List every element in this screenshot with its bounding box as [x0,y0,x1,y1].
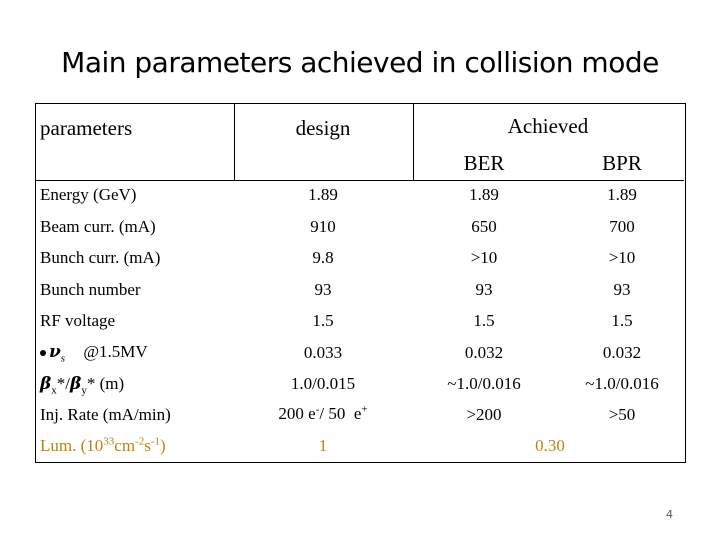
design-value: 9.8 [312,248,334,267]
achieved-value: 0.30 [535,436,565,455]
row-label-bunch-current: Bunch curr. (mA) [40,248,161,267]
column-divider-2 [413,103,414,180]
header-bpr: BPR [602,151,642,175]
bpr-value: 1.5 [611,311,633,330]
bpr-value: ~1.0/0.016 [585,374,659,393]
design-value: 0.033 [303,343,343,362]
ber-value: 93 [475,280,493,299]
header-achieved: Achieved [507,114,589,138]
design-value: 1.0/0.015 [290,374,356,393]
header-ber: BER [463,151,505,175]
row-label-energy: Energy (GeV) [40,185,137,204]
design-value: 1.89 [308,185,338,204]
row-label-synchrotron-tune: $\nu_s$ @1.5MV [40,342,148,362]
slide-title: Main parameters achieved in collision mode [61,46,659,79]
header-divider [35,180,684,181]
header-parameters: parameters [40,116,133,140]
nu-symbol: ν [49,342,61,362]
ber-value: 1.5 [473,311,495,330]
ber-value: 1.89 [469,185,499,204]
row-label-bunch-number: Bunch number [40,280,141,299]
design-value: 910 [310,217,336,236]
bpr-value: 1.89 [607,185,637,204]
bpr-value: 0.032 [602,343,642,362]
design-value: 200 e-/ 50 e+ [278,403,368,423]
ber-value: >10 [470,248,498,267]
row-label-beta-star: $\beta_x*/\beta_y*$ (m) [40,374,125,397]
ber-value: ~1.0/0.016 [447,374,521,393]
page-number: 4 [666,508,673,521]
ber-value: 650 [471,217,497,236]
bpr-value: 93 [613,280,631,299]
row-label-injection-rate: Inj. Rate (mA/min) [40,405,171,424]
ber-value: >200 [466,405,502,424]
design-value: 1 [318,436,328,455]
bullet-icon [40,350,46,356]
row-label-beam-current: Beam curr. (mA) [40,217,156,236]
column-divider-1 [234,103,235,180]
bpr-value: >50 [608,405,636,424]
design-value: 1.5 [312,311,334,330]
ber-value: 0.032 [464,343,504,362]
bpr-value: >10 [608,248,636,267]
design-value: 93 [314,280,332,299]
bpr-value: 700 [609,217,635,236]
header-design: design [295,116,351,140]
row-label-luminosity: Lum. $(10^{33}cm^{-2}s^{-1})$ [40,435,166,455]
row-label-rf-voltage: RF voltage [40,311,116,330]
